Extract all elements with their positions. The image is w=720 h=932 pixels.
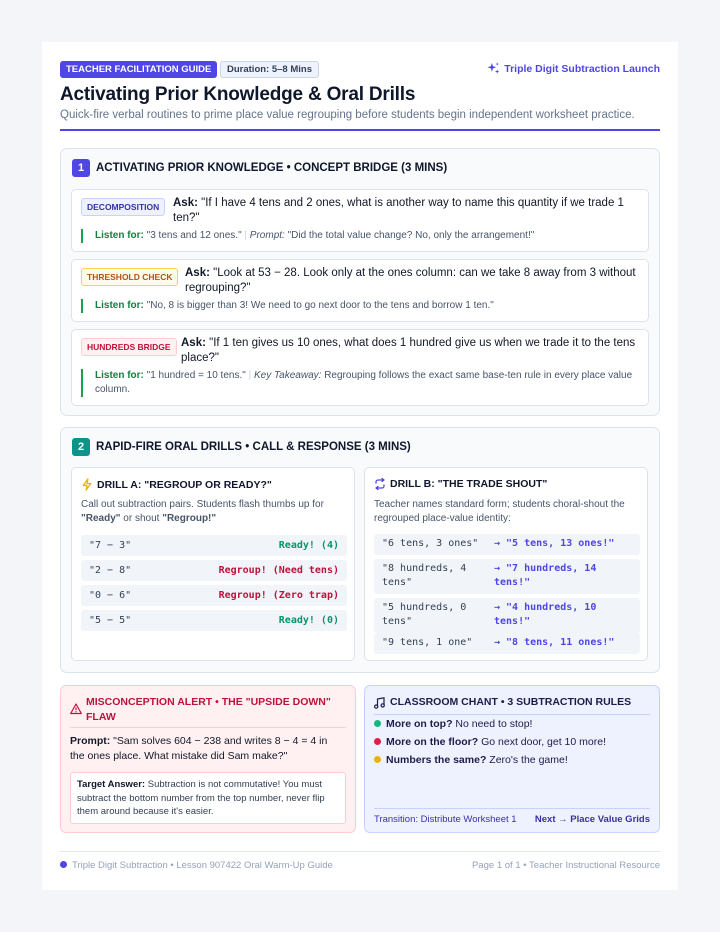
bullet-dot bbox=[374, 720, 381, 727]
section-heading bbox=[72, 438, 411, 456]
worksheet-page bbox=[42, 42, 678, 890]
section-concept-bridge bbox=[60, 148, 660, 416]
drill-b-row bbox=[374, 598, 640, 633]
brand-label: Triple Digit Subtraction Launch bbox=[504, 63, 660, 75]
concept-card-decomposition bbox=[71, 189, 649, 252]
drill-a-description: Call out subtraction pairs. Students flash thumbs up for "Ready" or shout "Regroup!" bbox=[81, 499, 324, 524]
page-subtitle: Quick-fire verbal routines to prime place value regrouping before students begin independent worksheet practice. bbox=[60, 109, 635, 121]
concept-badge: THRESHOLD CHECK bbox=[81, 268, 178, 286]
drill-a-call: "7 − 3" bbox=[89, 540, 132, 551]
bullet-dot bbox=[374, 756, 381, 763]
section-title: ACTIVATING PRIOR KNOWLEDGE • CONCEPT BRIDGE (3 MINS) bbox=[96, 162, 448, 174]
drill-b-call: "6 tens, 3 ones" bbox=[382, 538, 479, 549]
lightning-icon bbox=[81, 478, 93, 491]
section-number: 1 bbox=[72, 159, 90, 177]
chant-rule: More on top? No need to stop! bbox=[374, 717, 532, 731]
drill-a-response: Ready! (0) bbox=[278, 615, 339, 626]
guide-tag: TEACHER FACILITATION GUIDE bbox=[60, 61, 217, 78]
drill-a-row bbox=[81, 585, 347, 606]
drill-b-row bbox=[374, 534, 640, 555]
drill-b-description: Teacher names standard form; students choral-shout the regrouped place-value identity: bbox=[374, 499, 625, 524]
drill-b-response: → "8 tens, 11 ones!" bbox=[494, 637, 615, 648]
drill-b-call: "8 hundreds, 4 tens" bbox=[382, 563, 467, 588]
misconception-prompt: Prompt: "Sam solves 604 − 238 and writes 8 − 4 = 4 in the ones place. What mistake did Sam make?" bbox=[70, 735, 328, 762]
footer-left: Triple Digit Subtraction • Lesson 907422 Oral Warm-Up Guide bbox=[60, 860, 333, 871]
drill-b-card bbox=[364, 467, 648, 661]
concept-badge: DECOMPOSITION bbox=[81, 198, 165, 216]
misconception-alert bbox=[60, 685, 356, 833]
drill-a-heading: DRILL A: "REGROUP OR READY?" bbox=[81, 478, 272, 491]
drill-a-row bbox=[81, 560, 347, 581]
chant-rule: Numbers the same? Zero's the game! bbox=[374, 753, 568, 767]
concept-card-hundreds bbox=[71, 329, 649, 406]
drill-a-card bbox=[71, 467, 355, 661]
classroom-chant bbox=[364, 685, 660, 833]
section-oral-drills bbox=[60, 427, 660, 673]
header-divider bbox=[60, 129, 660, 131]
drill-a-row bbox=[81, 610, 347, 631]
drill-b-row bbox=[374, 559, 640, 594]
drill-b-heading: DRILL B: "THE TRADE SHOUT" bbox=[374, 478, 547, 490]
target-answer-box bbox=[70, 772, 346, 824]
target-answer-text: Subtraction is not commutative! You must subtract the bottom number from the top number, never flip them around because it's easier. bbox=[77, 779, 325, 817]
warning-icon bbox=[70, 703, 82, 715]
drill-b-response: → "7 hundreds, 14 tens!" bbox=[494, 563, 597, 588]
chant-rule: More on the floor? Go next door, get 10 more! bbox=[374, 735, 606, 749]
duration-badge: Duration: 5–8 Mins bbox=[220, 61, 319, 78]
drill-a-call: "2 − 8" bbox=[89, 565, 132, 576]
listen-for: Listen for: "No, 8 is bigger than 3! We need to go next door to the tens and borrow 1 ten." bbox=[81, 299, 636, 313]
drill-b-call: "5 hundreds, 0 tens" bbox=[382, 602, 467, 627]
drill-a-response: Regroup! (Zero trap) bbox=[218, 590, 339, 601]
drill-a-response: Regroup! (Need tens) bbox=[218, 565, 339, 576]
section-title: RAPID-FIRE ORAL DRILLS • CALL & RESPONSE (3 MINS) bbox=[96, 441, 411, 453]
drill-a-response: Ready! (4) bbox=[278, 540, 339, 551]
drill-b-call: "9 tens, 1 one" bbox=[382, 637, 473, 648]
music-icon bbox=[374, 697, 385, 709]
brand bbox=[487, 62, 660, 76]
chant-footer-divider bbox=[374, 808, 650, 809]
misconception-divider bbox=[70, 727, 346, 728]
footer-dot bbox=[60, 861, 67, 868]
page-title: Activating Prior Knowledge & Oral Drills bbox=[60, 84, 416, 105]
next-link[interactable]: Next → Place Value Grids bbox=[534, 814, 650, 825]
ask-text: Ask: "Look at 53 − 28. Look only at the ones column: can we take 8 away from 3 without regrouping?" bbox=[185, 267, 636, 294]
sparkle-icon bbox=[487, 62, 500, 75]
chant-title: CLASSROOM CHANT • 3 SUBTRACTION RULES bbox=[390, 696, 632, 708]
drill-b-response: → "5 tens, 13 ones!" bbox=[494, 538, 615, 549]
section-heading bbox=[72, 159, 447, 177]
listen-for: Listen for: "3 tens and 12 ones." | Prompt: "Did the total value change? No, only the arrangement!" bbox=[81, 229, 636, 243]
footer-right: Page 1 of 1 • Teacher Instructional Resource bbox=[472, 860, 660, 871]
concept-badge: HUNDREDS BRIDGE bbox=[81, 338, 177, 356]
section-number: 2 bbox=[72, 438, 90, 456]
target-answer-label: Target Answer: bbox=[77, 779, 146, 790]
ask-text: Ask: "If I have 4 tens and 2 ones, what is another way to name this quantity if we trade 1 ten?" bbox=[173, 197, 624, 224]
drill-a-call: "0 − 6" bbox=[89, 590, 132, 601]
chant-divider bbox=[374, 714, 650, 715]
repeat-icon bbox=[374, 478, 386, 490]
concept-card-threshold bbox=[71, 259, 649, 322]
listen-for: Listen for: "1 hundred = 10 tens." | Key Takeaway: Regrouping follows the exact same base-ten rule in every place value column. bbox=[81, 369, 636, 397]
drill-b-row bbox=[374, 633, 640, 654]
drill-b-response: → "4 hundreds, 10 tens!" bbox=[494, 602, 597, 627]
bullet-dot bbox=[374, 738, 381, 745]
ask-text: Ask: "If 1 ten gives us 10 ones, what does 1 hundred give us when we trade it to the tens place?" bbox=[181, 337, 636, 364]
drill-a-row bbox=[81, 535, 347, 556]
drill-a-call: "5 − 5" bbox=[89, 615, 132, 626]
header-top bbox=[60, 61, 660, 79]
transition-text: Transition: Distribute Worksheet 1 bbox=[374, 814, 517, 825]
footer-divider bbox=[60, 851, 660, 852]
misconception-title: MISCONCEPTION ALERT • THE "UPSIDE DOWN" FLAW bbox=[86, 696, 331, 723]
